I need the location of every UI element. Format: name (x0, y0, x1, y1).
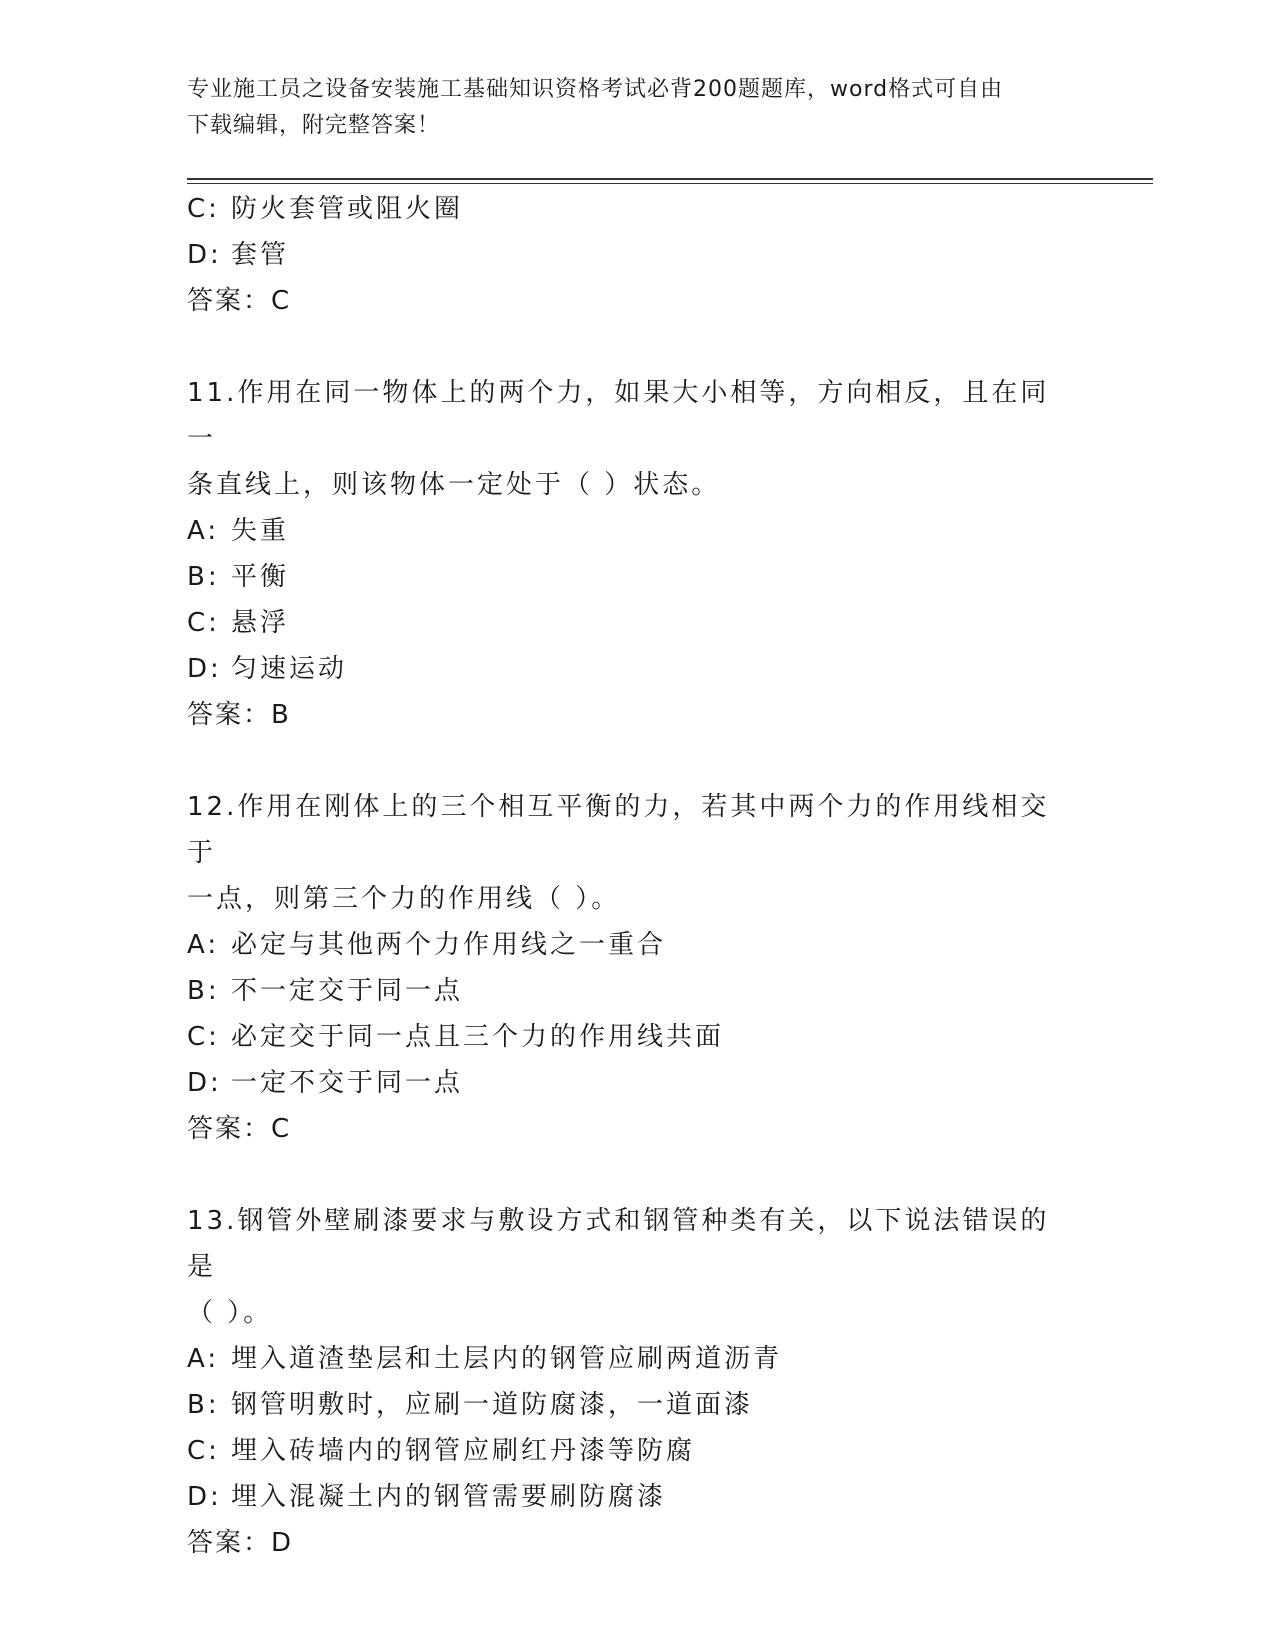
question-11 (187, 370, 1087, 738)
header-divider-thin (187, 183, 1153, 184)
option-key: C: (187, 1022, 220, 1052)
option-d (187, 646, 1087, 692)
option-text: 不一定交于同一点 (231, 976, 464, 1006)
document-header (187, 72, 1067, 144)
option-text: 埋入道渣垫层和土层内的钢管应刷两道沥青 (231, 1344, 783, 1374)
spacer (187, 324, 1087, 370)
option-key: D: (187, 240, 222, 270)
option-text: 埋入混凝土内的钢管需要刷防腐漆 (231, 1482, 667, 1512)
option-key: A: (187, 1344, 220, 1374)
question-stem (187, 370, 1067, 508)
option-text: 埋入砖墙内的钢管应刷红丹漆等防腐 (231, 1436, 696, 1466)
header-line-1: 专业施工员之设备安装施工基础知识资格考试必背200题题库，word格式可自由 (187, 77, 1004, 102)
option-a (187, 1336, 1087, 1382)
option-key: B: (187, 562, 220, 592)
option-text: 失重 (231, 516, 290, 546)
option-key: D: (187, 1068, 222, 1098)
option-key: D: (187, 1482, 222, 1512)
option-d (187, 1060, 1087, 1106)
option-b (187, 1382, 1087, 1428)
answer-line: 答案：C (187, 1114, 292, 1144)
question-stem-line-1: 12.作用在刚体上的三个相互平衡的力，若其中两个力的作用线相交于 (187, 792, 1050, 868)
option-key: A: (187, 930, 220, 960)
question-stem-line-2: 一点，则第三个力的作用线（ ）。 (187, 884, 621, 914)
option-text: 必定与其他两个力作用线之一重合 (231, 930, 667, 960)
question-stem (187, 1198, 1067, 1336)
option-c (187, 1014, 1087, 1060)
question-content (187, 186, 1087, 1566)
header-line-2: 下载编辑，附完整答案！ (187, 113, 441, 138)
option-c (187, 600, 1087, 646)
option-text: 一定不交于同一点 (231, 1068, 464, 1098)
option-key: A: (187, 516, 220, 546)
answer-line: 答案：C (187, 286, 292, 316)
spacer (187, 1152, 1087, 1198)
option-a (187, 508, 1087, 554)
option-key: C: (187, 194, 220, 224)
spacer (187, 738, 1087, 784)
option-key: D: (187, 654, 222, 684)
question-stem-line-1: 11.作用在同一物体上的两个力，如果大小相等，方向相反，且在同一 (187, 378, 1050, 454)
question-stem-line-2: 条直线上，则该物体一定处于（ ）状态。 (187, 470, 721, 500)
header-divider-thick (187, 178, 1153, 180)
option-key: C: (187, 608, 220, 638)
question-stem-line-1: 13.钢管外壁刷漆要求与敷设方式和钢管种类有关，以下说法错误的是 (187, 1206, 1050, 1282)
option-key: B: (187, 976, 220, 1006)
question-stem (187, 784, 1067, 922)
option-text: 悬浮 (231, 608, 290, 638)
option-text: 钢管明敷时，应刷一道防腐漆，一道面漆 (231, 1390, 754, 1420)
question-10-continued (187, 186, 1087, 324)
option-text: 防火套管或阻火圈 (231, 194, 464, 224)
option-text: 平衡 (231, 562, 290, 592)
answer-line: 答案：B (187, 700, 291, 730)
option-text: 匀速运动 (231, 654, 348, 684)
option-c (187, 186, 1087, 232)
question-13 (187, 1198, 1087, 1566)
option-d (187, 232, 1087, 278)
question-stem-line-2: （ ）。 (187, 1298, 273, 1328)
option-b (187, 968, 1087, 1014)
option-key: B: (187, 1390, 220, 1420)
option-key: C: (187, 1436, 220, 1466)
option-b (187, 554, 1087, 600)
option-a (187, 922, 1087, 968)
option-d (187, 1474, 1087, 1520)
question-12 (187, 784, 1087, 1152)
option-c (187, 1428, 1087, 1474)
option-text: 必定交于同一点且三个力的作用线共面 (231, 1022, 725, 1052)
option-text: 套管 (231, 240, 290, 270)
answer-line: 答案：D (187, 1528, 294, 1558)
